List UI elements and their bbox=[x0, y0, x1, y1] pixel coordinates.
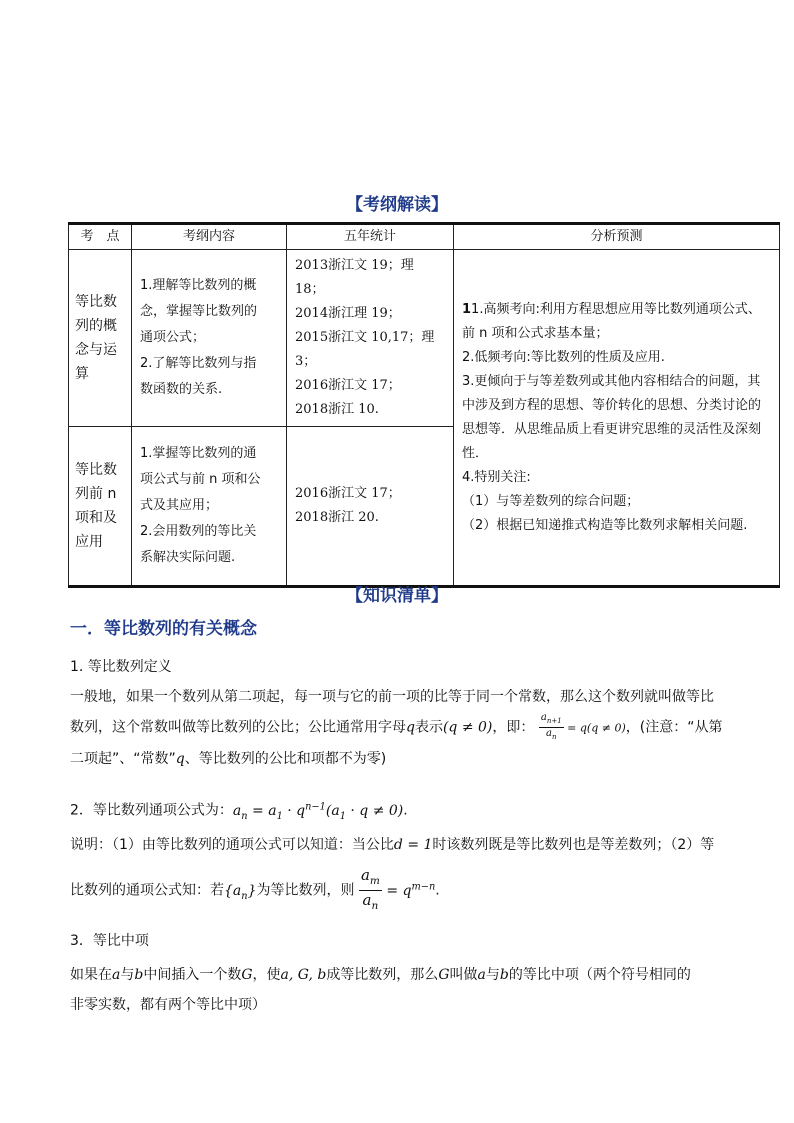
header-topic: 考 点 bbox=[69, 224, 132, 250]
knowledge-section-title: 【知识清单】 bbox=[346, 586, 448, 606]
analysis-cell: 11.高频考向:利用方程思想应用等比数列通项公式、前 n 项和公式求基本量； 2.低频考向:等比数列的性质及应用. 3.更倾向于与等差数列或其他内容相结合的问题，其中涉及到方程的思想、等价转化的思想、分类讨论的思想等．从思维品质上看更讲究思维的灵活性及深刻性． 4.特别关注: （1）与等差数列的综合问题； （2）根据已知递推式构造等比数列求解相关问题. bbox=[454, 250, 780, 587]
header-stats: 五年统计 bbox=[287, 224, 454, 250]
analysis-item-5: （1）与等差数列的综合问题； bbox=[462, 493, 640, 509]
topic-cell: 等比数列前 n 项和及应用 bbox=[69, 427, 132, 587]
ratio-am-an: $\frac{a_m}{a_n}$ bbox=[360, 866, 380, 912]
stats-cell: 2013浙江文 19；理 18； 2014浙江理 19； 2015浙江文 10,17；理 3； 2016浙江文 17； 2018浙江 10. bbox=[287, 250, 454, 427]
analysis-item-4: 4.特别关注: bbox=[462, 469, 531, 485]
content-cell: 1.理解等比数列的概 念，掌握等比数列的 通项公式； 2.了解等比数列与指 数函数的关系. bbox=[132, 250, 287, 427]
table-row bbox=[69, 250, 780, 427]
geometric-mean-paragraph: 如果在a与b中间插入一个数G，使a, G, b成等比数列，那么G叫做a与b的等比中项（两个符号相同的 非零实数，都有两个等比中项） bbox=[70, 967, 691, 1013]
header-content: 考纲内容 bbox=[132, 224, 287, 250]
definition-paragraph: 一般地，如果一个数列从第二项起，每一项与它的前一项的比等于同一个常数，那么这个数列就叫做等比 数列，这个常数叫做等比数列的公比；公比通常用字母q表示(q ≠ 0)，即： $\frac{a_{n+1}}{a_n}$ = q(q ≠ 0)，(注意：“从第 二项起”、“常数”q、等比数列的公比和项都不为零) bbox=[70, 689, 723, 767]
table-header-row bbox=[69, 224, 780, 250]
header-analysis: 分析预测 bbox=[454, 224, 780, 250]
outline-section-title: 【考纲解读】 bbox=[346, 195, 448, 215]
analysis-item-3: 3.更倾向于与等差数列或其他内容相结合的问题，其中涉及到方程的思想、等价转化的思想、分类讨论的思想等．从思维品质上看更讲究思维的灵活性及深刻性． bbox=[462, 373, 762, 461]
heading-geometric-concepts: 一．等比数列的有关概念 bbox=[70, 619, 257, 639]
ratio-fraction: $\frac{a_{n+1}}{a_n}$ bbox=[540, 712, 562, 741]
exam-outline-table bbox=[68, 222, 780, 588]
analysis-item-1: 1.高频考向:利用方程思想应用等比数列通项公式、前 n 项和公式求基本量； bbox=[462, 301, 761, 341]
analysis-item-6: （2）根据已知递推式构造等比数列求解相关问题. bbox=[462, 517, 748, 533]
geometric-mean-title: 3．等比中项 bbox=[70, 933, 149, 949]
general-term-formula: 2．等比数列通项公式为：$a_n = a_1 \cdot q^{n-1}(a_1 \cdot q \ne 0)$. bbox=[70, 801, 408, 822]
stats-cell: 2016浙江文 17； 2018浙江 20. bbox=[287, 427, 454, 587]
definition-title: 1. 等比数列定义 bbox=[70, 659, 172, 675]
analysis-item-2: 2.低频考向:等比数列的性质及应用. bbox=[462, 349, 665, 365]
topic-cell: 等比数列的概念与运算 bbox=[69, 250, 132, 427]
formula-note: 说明：（1）由等比数列的通项公式可以知道：当公比d = 1时该数列既是等比数列也是等差数列；（2）等 比数列的通项公式知：若$\{a_n\}$为等比数列，则 $\frac{a_m}{a_n}$ = $q^{m-n}$. bbox=[70, 830, 730, 915]
content-cell: 1.掌握等比数列的通 项公式与前 n 项和公 式及其应用； 2.会用数列的等比关 系解决实际问题. bbox=[132, 427, 287, 587]
